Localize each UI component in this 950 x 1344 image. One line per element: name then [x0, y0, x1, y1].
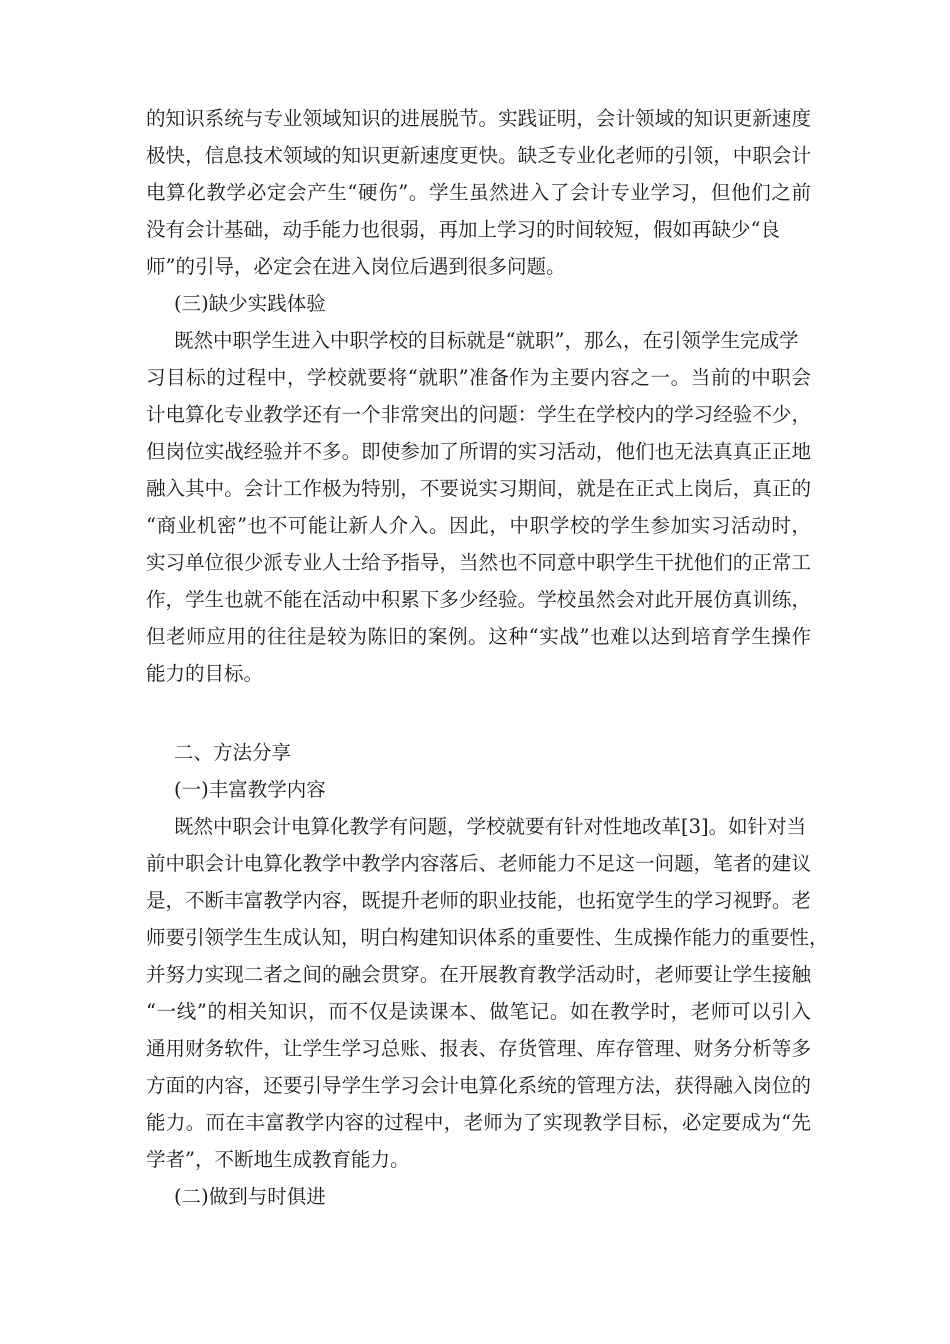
paragraph-line: 融入其中。会计工作极为特别，不要说实习期间，就是在正式上岗后，真正的	[146, 477, 811, 500]
paragraph-line: 习目标的过程中，学校就要将“就职”准备作为主要内容之一。当前的中职会	[146, 366, 811, 389]
paragraph-line: 能力。而在丰富教学内容的过程中，老师为了实现教学目标，必定要成为“先	[146, 1111, 811, 1134]
paragraph-line: 作，学生也就不能在活动中积累下多少经验。学校虽然会对此开展仿真训练，	[146, 588, 811, 611]
paragraph-line: 能力的目标。	[146, 662, 264, 685]
chapter-heading: 二、方法分享	[174, 741, 292, 764]
paragraph-line: 既然中职学生进入中职学校的目标就是“就职”，那么，在引领学生完成学	[174, 329, 799, 352]
paragraph-line: 电算化教学必定会产生“硬伤”。学生虽然进入了会计专业学习，但他们之前	[146, 181, 811, 204]
paragraph-line: 既然中职会计电算化教学有问题，学校就要有针对性地改革[3]。如针对当	[174, 815, 807, 838]
paragraph-line: 实习单位很少派专业人士给予指导，当然也不同意中职学生干扰他们的正常工	[146, 551, 811, 574]
paragraph-line: 并努力实现二者之间的融会贯穿。在开展教育教学活动时，老师要让学生接触	[146, 963, 811, 986]
paragraph-line: 的知识系统与专业领域知识的进展脱节。实践证明，会计领域的知识更新速度	[146, 107, 811, 130]
section-heading: (一)丰富教学内容	[174, 778, 326, 801]
paragraph-line: 极快，信息技术领域的知识更新速度更快。缺乏专业化老师的引领，中职会计	[146, 144, 811, 167]
paragraph-line: 但岗位实战经验并不多。即使参加了所谓的实习活动，他们也无法真真正正地	[146, 440, 811, 463]
paragraph-line: 是，不断丰富教学内容，既提升老师的职业技能，也拓宽学生的学习视野。老	[146, 889, 811, 912]
paragraph-line: 通用财务软件，让学生学习总账、报表、存货管理、库存管理、财务分析等多	[146, 1037, 811, 1060]
paragraph-line: 师”的引导，必定会在进入岗位后遇到很多问题。	[146, 255, 566, 278]
section-heading: (三)缺少实践体验	[174, 292, 326, 315]
paragraph-line: 前中职会计电算化教学中教学内容落后、老师能力不足这一问题，笔者的建议	[146, 852, 811, 875]
paragraph-line: 没有会计基础，动手能力也很弱，再加上学习的时间较短，假如再缺少“良	[146, 218, 780, 241]
paragraph-line: 计电算化专业教学还有一个非常突出的问题：学生在学校内的学习经验不少，	[146, 403, 811, 426]
paragraph-line: 方面的内容，还要引导学生学习会计电算化系统的管理方法，获得融入岗位的	[146, 1074, 811, 1097]
paragraph-line: “一线”的相关知识，而不仅是读课本、做笔记。如在教学时，老师可以引入	[146, 1000, 811, 1023]
paragraph-line: 但老师应用的往往是较为陈旧的案例。这种“实战”也难以达到培育学生操作	[146, 625, 811, 648]
paragraph-line: 学者”，不断地生成教育能力。	[146, 1148, 410, 1171]
paragraph-line: “商业机密”也不可能让新人介入。因此，中职学校的学生参加实习活动时，	[146, 514, 811, 537]
section-heading: (二)做到与时俱进	[174, 1185, 326, 1208]
paragraph-line: 师要引领学生生成认知，明白构建知识体系的重要性、生成操作能力的重要性，	[146, 926, 829, 949]
